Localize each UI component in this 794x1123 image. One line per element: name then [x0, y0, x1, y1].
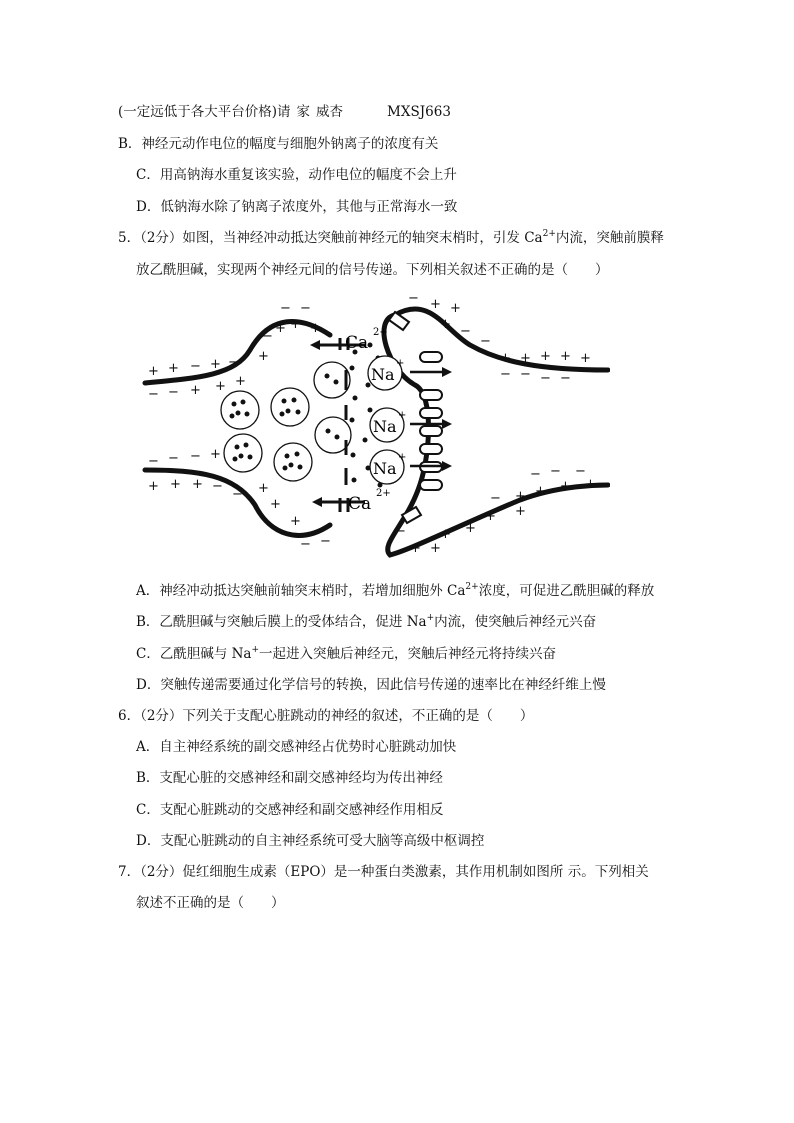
svg-text:−: − [395, 524, 406, 539]
svg-text:+: + [540, 349, 551, 364]
q6-option-b: B．支配心脏的交感神经和副交感神经均为传出神经 [136, 770, 443, 786]
svg-text:−: − [212, 479, 223, 494]
q6-option-d: D．支配心脏跳动的自主神经系统可受大脑等高级中枢调控 [136, 833, 485, 849]
svg-text:+: + [450, 301, 461, 316]
svg-text:+: + [215, 379, 226, 394]
svg-text:+: + [170, 477, 181, 492]
header-text-1: (一定远低于各大平台价格)请 [118, 104, 291, 120]
svg-text:+: + [410, 541, 421, 556]
svg-text:+: + [440, 527, 451, 542]
header-text-3: 威杏 [316, 104, 344, 120]
svg-text:−: − [168, 385, 179, 400]
svg-text:−: − [460, 324, 471, 339]
vesicle [271, 388, 309, 426]
svg-text:−: − [490, 491, 501, 506]
svg-text:+: + [430, 297, 441, 312]
header-code: MXSJ663 [387, 104, 451, 120]
q5-option-b: B．乙酰胆碱与突触后膜上的受体结合，促进 Na+内流，使突触后神经元兴奋 [136, 613, 597, 630]
svg-text:+: + [440, 317, 451, 332]
svg-text:−: − [530, 467, 541, 482]
na-label-2: Na [373, 417, 397, 436]
svg-text:+: + [310, 321, 321, 336]
q7-stem-line2: 叙述不正确的是（ ） [136, 895, 285, 911]
svg-text:−: − [560, 371, 571, 386]
q7-stem-line1: 7．（2分）促红细胞生成素（EPO）是一种蛋白类激素，其作用机制如图所 示。下列相关 [118, 864, 649, 880]
svg-text:+: + [290, 317, 301, 332]
svg-text:−: − [190, 449, 201, 464]
svg-text:−: − [575, 464, 586, 479]
svg-text:−: − [540, 371, 551, 386]
q5-option-a: A．神经冲动抵达突触前轴突末梢时，若增加细胞外 $Ca^{2+}$浓度，可促进乙酰胆碱的释放 [136, 582, 655, 599]
na-charge-2: + [398, 410, 407, 421]
svg-text:+: + [500, 351, 511, 366]
svg-text:+: + [585, 477, 596, 492]
svg-text:+: + [290, 514, 301, 529]
postsynaptic-membrane-lower [384, 315, 608, 555]
q4-option-c: C．用高钠海水重复该实验，动作电位的幅度不会上升 [136, 167, 457, 183]
q6-option-c: C．支配心脏跳动的交感神经和副交感神经作用相反 [136, 802, 444, 818]
q5-stem-line2: 放乙酰胆碱，实现两个神经元间的信号传递。下列相关叙述不正确的是（ ） [136, 262, 609, 278]
na-charge-1: + [396, 358, 405, 369]
svg-text:−: − [228, 355, 239, 370]
svg-text:+: + [485, 509, 496, 524]
svg-text:−: − [500, 367, 511, 382]
svg-text:+: + [168, 361, 179, 376]
svg-text:−: − [320, 534, 331, 549]
ca-label-bottom: Ca [348, 494, 372, 514]
q5-option-c: C．乙酰胆碱与 Na+一起进入突触后神经元，突触后神经元将持续兴奋 [136, 645, 557, 662]
svg-text:−: − [232, 487, 243, 502]
svg-text:−: − [520, 367, 531, 382]
svg-text:+: + [210, 447, 221, 462]
svg-text:−: − [408, 291, 419, 306]
svg-text:+: + [235, 374, 246, 389]
svg-text:+: + [580, 351, 591, 366]
svg-text:+: + [148, 364, 159, 379]
svg-text:+: + [192, 477, 203, 492]
q4-option-b: B．神经元动作电位的幅度与细胞外钠离子的浓度有关 [118, 136, 439, 152]
svg-text:−: − [190, 359, 201, 374]
svg-text:+: + [515, 489, 526, 504]
svg-text:−: − [262, 329, 273, 344]
svg-text:+: + [535, 484, 546, 499]
na-label-3: Na [373, 459, 397, 478]
q6-stem: 6．（2分）下列关于支配心脏跳动的神经的叙述，不正确的是（ ） [118, 708, 534, 724]
vesicle [221, 391, 259, 429]
svg-text:−: − [300, 301, 311, 316]
svg-text:+: + [465, 521, 476, 536]
q6-option-a: A．自主神经系统的副交感神经占优势时心脏跳动加快 [136, 739, 457, 755]
svg-text:+: + [560, 349, 571, 364]
svg-text:+: + [190, 383, 201, 398]
svg-text:+: + [258, 481, 269, 496]
svg-text:+: + [258, 349, 269, 364]
svg-text:−: − [148, 387, 159, 402]
svg-text:−: − [168, 451, 179, 466]
svg-text:+: + [520, 351, 531, 366]
q4-option-d: D．低钠海水除了钠离子浓度外，其他与正常海水一致 [136, 199, 458, 215]
ca-charge-top: 2+ [373, 327, 388, 338]
q5-stem-line1: 5．（2分）如图，当神经冲动抵达突触前神经元的轴突末梢时，引发 $Ca^{2+}$内流，突触前膜释 [118, 229, 664, 246]
na-charge-3: + [398, 452, 407, 463]
svg-text:+: + [210, 357, 221, 372]
svg-text:−: − [480, 334, 491, 349]
svg-text:+: + [515, 504, 526, 519]
svg-text:+: + [275, 321, 286, 336]
vesicle [224, 434, 262, 472]
ca-charge-bottom: 2+ [376, 488, 391, 499]
svg-text:−: − [280, 301, 291, 316]
watermark-header [118, 102, 451, 122]
svg-text:+: + [270, 497, 281, 512]
na-label-1: Na [371, 365, 395, 384]
q5-option-d: D．突触传递需要通过化学信号的转换，因此信号传递的速率比在神经纤维上慢 [136, 677, 606, 693]
svg-text:−: − [300, 537, 311, 552]
svg-text:−: − [550, 464, 561, 479]
svg-text:+: + [148, 479, 159, 494]
vesicle [274, 443, 312, 481]
header-text-2: 家 [296, 104, 311, 120]
svg-text:+: + [560, 479, 571, 494]
synapse-diagram [140, 290, 610, 565]
ca-label-top: Ca [345, 333, 369, 353]
svg-text:+: + [430, 541, 441, 556]
svg-text:−: − [148, 454, 159, 469]
